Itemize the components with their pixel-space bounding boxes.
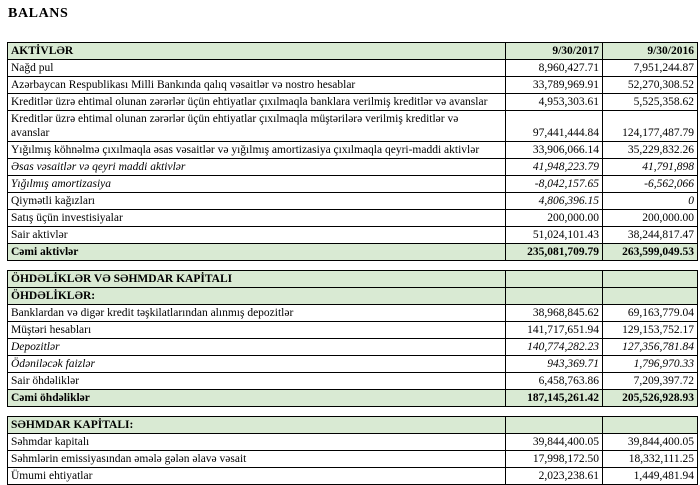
total-label: Cəmi aktivlər (8, 244, 506, 261)
value-2017: 51,024,101.43 (506, 227, 603, 244)
row-label: Azərbaycan Respublikası Milli Bankında qalıq vəsaitlər və nostro hesablar (8, 77, 506, 94)
row-label: Ümumi ehtiyatlar (8, 468, 506, 485)
value-2017: 17,998,172.50 (506, 451, 603, 468)
subsection-title: SƏHMDAR KAPİTALI: (8, 417, 506, 434)
liability-row-bank-deposits (8, 305, 698, 322)
liability-row-customer-accounts (8, 322, 698, 339)
value-2017: 41,948,223.79 (506, 159, 603, 176)
value-2016: 127,356,781.84 (603, 339, 698, 356)
value-2016: 7,951,244.87 (603, 60, 698, 77)
total-label: Cəmi öhdəliklər (8, 390, 506, 407)
equity-row-general-reserves (8, 468, 698, 485)
row-label: Müştəri hesabları (8, 322, 506, 339)
assets-header-row (8, 43, 698, 60)
equity-row-share-capital (8, 434, 698, 451)
value-2016: 52,270,308.52 (603, 77, 698, 94)
liability-row-other-liabilities (8, 373, 698, 390)
total-2017: 187,145,261.42 (506, 390, 603, 407)
section-gap (8, 261, 698, 271)
row-label: Qiymətli kağızları (8, 193, 506, 210)
value-2016: 18,332,111.25 (603, 451, 698, 468)
section-gap (8, 407, 698, 417)
value-2016: 129,153,752.17 (603, 322, 698, 339)
row-label: Ödəniləcək faizlər (8, 356, 506, 373)
value-2016: 41,791,898 (603, 159, 698, 176)
row-label: Səhmlərin emissiyasından əmələ gələn əlavə vəsait (8, 451, 506, 468)
value-2016: 39,844,400.05 (603, 434, 698, 451)
value-2017: 33,789,969.91 (506, 77, 603, 94)
liabilities-subheader-row (8, 288, 698, 305)
total-2016: 205,526,928.93 (603, 390, 698, 407)
asset-row-securities (8, 193, 698, 210)
value-2017: 141,717,651.94 (506, 322, 603, 339)
value-2017: 2,023,238.61 (506, 468, 603, 485)
row-label: Banklardan və digər kredit təşkilatlarından alınmış depozitlər (8, 305, 506, 322)
value-2016: 7,209,397.72 (603, 373, 698, 390)
value-2016: 69,163,779.04 (603, 305, 698, 322)
asset-row-cash (8, 60, 698, 77)
asset-row-fixed-assets-net (8, 142, 698, 159)
asset-row-central-bank (8, 77, 698, 94)
row-label: Sair aktivlər (8, 227, 506, 244)
value-2016: 35,229,832.26 (603, 142, 698, 159)
liabilities-equity-header-row (8, 271, 698, 288)
equity-row-share-premium (8, 451, 698, 468)
row-label: Əsas vəsaitlər və qeyri maddi aktivlər (8, 159, 506, 176)
total-2016: 263,599,049.53 (603, 244, 698, 261)
value-2017: 39,844,400.05 (506, 434, 603, 451)
value-2017: 8,960,427.71 (506, 60, 603, 77)
equity-subheader-row (8, 417, 698, 434)
row-label: Sair öhdəliklər (8, 373, 506, 390)
asset-row-fixed-assets-gross (8, 159, 698, 176)
value-2017: 943,369.71 (506, 356, 603, 373)
row-label: Kreditlər üzrə ehtimal olunan zərərlər üçün ehtiyatlar çıxılmaqla banklara verilmiş kreditlər və avanslar (8, 94, 506, 111)
asset-row-loans-customers (8, 111, 698, 142)
column-header-2016: 9/30/2016 (603, 43, 698, 60)
value-2017: 200,000.00 (506, 210, 603, 227)
value-2017: 38,968,845.62 (506, 305, 603, 322)
asset-row-other-assets (8, 227, 698, 244)
asset-row-loans-banks (8, 94, 698, 111)
asset-row-accumulated-depreciation (8, 176, 698, 193)
row-label: Kreditlər üzrə ehtimal olunan zərərlər üçün ehtiyatlar çıxılmaqla müştərilərə verilmiş kreditlər və avanslar (8, 111, 506, 142)
row-label: Nağd pul (8, 60, 506, 77)
value-2017: 140,774,282.23 (506, 339, 603, 356)
value-2017: 6,458,763.86 (506, 373, 603, 390)
row-label: Səhmdar kapitalı (8, 434, 506, 451)
liability-row-interest-payable (8, 356, 698, 373)
value-2016: 5,525,358.62 (603, 94, 698, 111)
value-2016: 1,449,481.94 (603, 468, 698, 485)
balance-table (7, 42, 698, 485)
column-header-2017: 9/30/2017 (506, 43, 603, 60)
value-2017: 33,906,066.14 (506, 142, 603, 159)
value-2016: 124,177,487.79 (603, 111, 698, 142)
subsection-title: ÖHDƏLİKLƏR: (8, 288, 506, 305)
section-title: ÖHDƏLİKLƏR VƏ SƏHMDAR KAPİTALI (8, 271, 506, 288)
assets-total-row (8, 244, 698, 261)
row-label: Satış üçün investisiyalar (8, 210, 506, 227)
document-title: BALANS (8, 6, 69, 21)
value-2017: 4,806,396.15 (506, 193, 603, 210)
value-2016: 1,796,970.33 (603, 356, 698, 373)
asset-row-investments-for-sale (8, 210, 698, 227)
value-2016: -6,562,066 (603, 176, 698, 193)
liabilities-total-row (8, 390, 698, 407)
value-2016: 38,244,817.47 (603, 227, 698, 244)
assets-section-title: AKTİVLƏR (8, 43, 506, 60)
total-2017: 235,081,709.79 (506, 244, 603, 261)
value-2017: 4,953,303.61 (506, 94, 603, 111)
value-2017: -8,042,157.65 (506, 176, 603, 193)
row-label: Yığılmış amortizasiya (8, 176, 506, 193)
row-label: Yığılmış köhnəlmə çıxılmaqla əsas vəsaitlər və yığılmış amortizasiya çıxılmaqla qeyri-maddi aktivlər (8, 142, 506, 159)
liability-row-deposits (8, 339, 698, 356)
value-2016: 0 (603, 193, 698, 210)
value-2017: 97,441,444.84 (506, 111, 603, 142)
value-2016: 200,000.00 (603, 210, 698, 227)
row-label: Depozitlər (8, 339, 506, 356)
